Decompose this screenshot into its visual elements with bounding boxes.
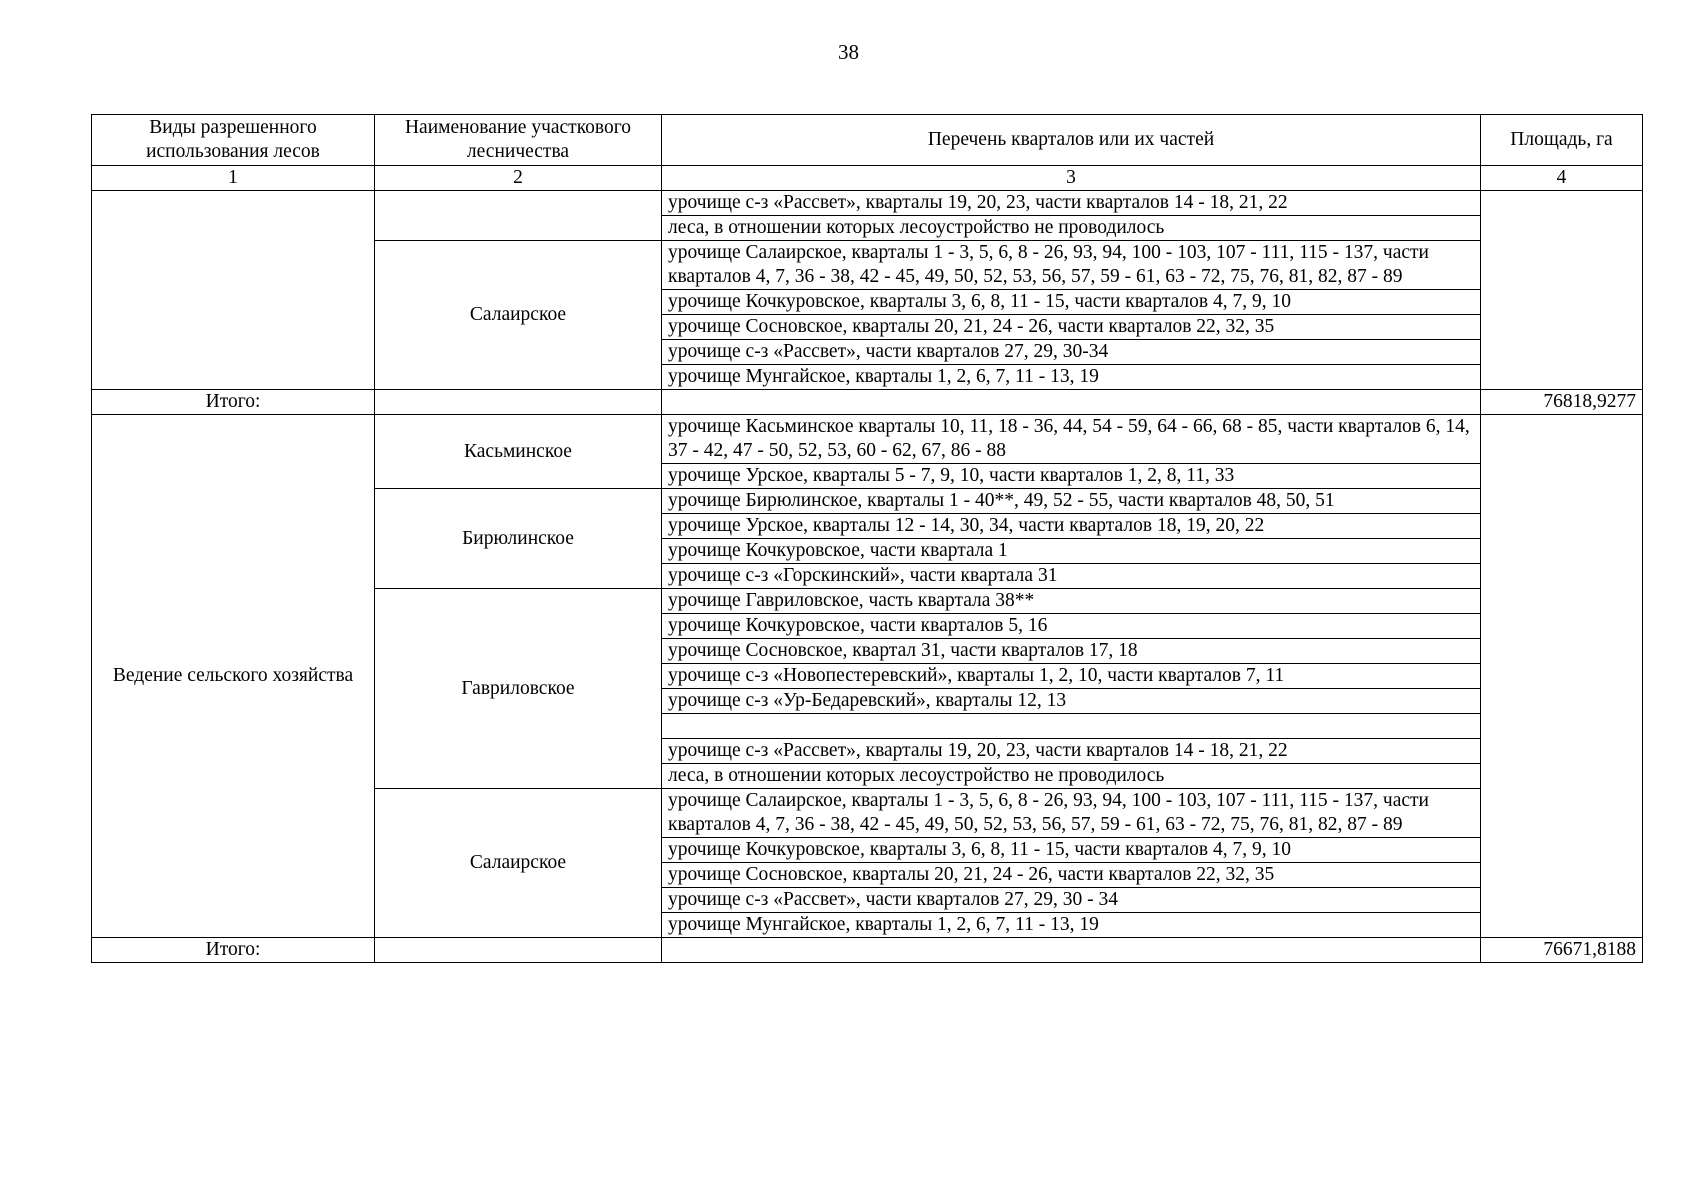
total-row (92, 390, 1643, 415)
quarters-cell-empty (662, 714, 1481, 739)
table-row (92, 415, 1643, 464)
quarters-cell: урочище Сосновское, квартал 31, части кварталов 17, 18 (662, 639, 1481, 664)
page-number: 38 (838, 40, 859, 64)
area-cell (1481, 415, 1643, 938)
quarters-cell: урочище Мунгайское, кварталы 1, 2, 6, 7, 11 - 13, 19 (662, 913, 1481, 938)
quarters-cell: урочище с-з «Рассвет», кварталы 19, 20, 23, части кварталов 14 - 18, 21, 22 (662, 739, 1481, 764)
quarters-cell: урочище с-з «Рассвет», части кварталов 27, 29, 30 - 34 (662, 888, 1481, 913)
quarters-cell: урочище Урское, кварталы 12 - 14, 30, 34, части кварталов 18, 19, 20, 22 (662, 514, 1481, 539)
quarters-cell: урочище Кочкуровское, кварталы 3, 6, 8, 11 - 15, части кварталов 4, 7, 9, 10 (662, 838, 1481, 863)
quarters-cell: урочище Урское, кварталы 5 - 7, 9, 10, части кварталов 1, 2, 8, 11, 33 (662, 464, 1481, 489)
quarters-cell: леса, в отношении которых лесоустройство не проводилось (662, 216, 1481, 241)
use-type-cell (92, 191, 375, 390)
table-row (92, 191, 1643, 216)
quarters-cell: урочище Салаирское, кварталы 1 - 3, 5, 6, 8 - 26, 93, 94, 100 - 103, 107 - 111, 115 - 137, части кварталов 4, 7, 36 - 38, 42 - 45, 49, 50, 52, 53, 56, 57, 59 - 61, 63 - 72, 75, 76, 81, 82, 87 - 89 (662, 789, 1481, 838)
quarters-cell: урочище Касьминское кварталы 10, 11, 18 - 36, 44, 54 - 59, 64 - 66, 68 - 85, части кварталов 6, 14, 37 - 42, 47 - 50, 52, 53, 60 - 62, 67, 86 - 88 (662, 415, 1481, 464)
quarters-cell: урочище с-з «Горскинский», части квартала 31 (662, 564, 1481, 589)
total-row (92, 938, 1643, 963)
quarters-cell: урочище с-з «Рассвет», части кварталов 27, 29, 30-34 (662, 340, 1481, 365)
header-use-type: Виды разрешенного использования лесов (92, 115, 375, 166)
column-number: 1 (92, 166, 375, 191)
total-label: Итого: (92, 390, 375, 415)
header-row (92, 115, 1643, 166)
header-forestry-name: Наименование участкового лесничества (375, 115, 662, 166)
column-number: 2 (375, 166, 662, 191)
forestry-name-cell: Бирюлинское (375, 489, 662, 589)
header-area: Площадь, га (1481, 115, 1643, 166)
quarters-cell: урочище Мунгайское, кварталы 1, 2, 6, 7, 11 - 13, 19 (662, 365, 1481, 390)
empty-cell (375, 390, 662, 415)
forest-quarters-table (91, 114, 1643, 963)
use-type-cell: Ведение сельского хозяйства (92, 415, 375, 938)
forestry-name-cell: Касьминское (375, 415, 662, 489)
quarters-cell: урочище Бирюлинское, кварталы 1 - 40**, 49, 52 - 55, части кварталов 48, 50, 51 (662, 489, 1481, 514)
quarters-cell: урочище Кочкуровское, части кварталов 5, 16 (662, 614, 1481, 639)
empty-cell (662, 390, 1481, 415)
area-cell (1481, 191, 1643, 390)
total-area: 76671,8188 (1481, 938, 1643, 963)
quarters-cell: урочище с-з «Ур-Бедаревский», кварталы 12, 13 (662, 689, 1481, 714)
forestry-name-cell: Салаирское (375, 789, 662, 938)
empty-cell (375, 938, 662, 963)
header-quarters-list: Перечень кварталов или их частей (662, 115, 1481, 166)
quarters-cell: леса, в отношении которых лесоустройство не проводилось (662, 764, 1481, 789)
quarters-cell: урочище с-з «Новопестеревский», кварталы 1, 2, 10, части кварталов 7, 11 (662, 664, 1481, 689)
total-label: Итого: (92, 938, 375, 963)
quarters-cell: урочище Кочкуровское, кварталы 3, 6, 8, 11 - 15, части кварталов 4, 7, 9, 10 (662, 290, 1481, 315)
empty-cell (662, 938, 1481, 963)
forestry-name-cell: Гавриловское (375, 589, 662, 789)
quarters-cell: урочище Гавриловское, часть квартала 38** (662, 589, 1481, 614)
forestry-name-cell: Салаирское (375, 241, 662, 390)
forestry-name-cell (375, 191, 662, 241)
quarters-cell: урочище Сосновское, кварталы 20, 21, 24 - 26, части кварталов 22, 32, 35 (662, 863, 1481, 888)
quarters-cell: урочище Сосновское, кварталы 20, 21, 24 - 26, части кварталов 22, 32, 35 (662, 315, 1481, 340)
column-number: 3 (662, 166, 1481, 191)
quarters-cell: урочище Кочкуровское, части квартала 1 (662, 539, 1481, 564)
quarters-cell: урочище с-з «Рассвет», кварталы 19, 20, 23, части кварталов 14 - 18, 21, 22 (662, 191, 1481, 216)
column-number: 4 (1481, 166, 1643, 191)
total-area: 76818,9277 (1481, 390, 1643, 415)
column-number-row (92, 166, 1643, 191)
quarters-cell: урочище Салаирское, кварталы 1 - 3, 5, 6, 8 - 26, 93, 94, 100 - 103, 107 - 111, 115 - 137, части кварталов 4, 7, 36 - 38, 42 - 45, 49, 50, 52, 53, 56, 57, 59 - 61, 63 - 72, 75, 76, 81, 82, 87 - 89 (662, 241, 1481, 290)
